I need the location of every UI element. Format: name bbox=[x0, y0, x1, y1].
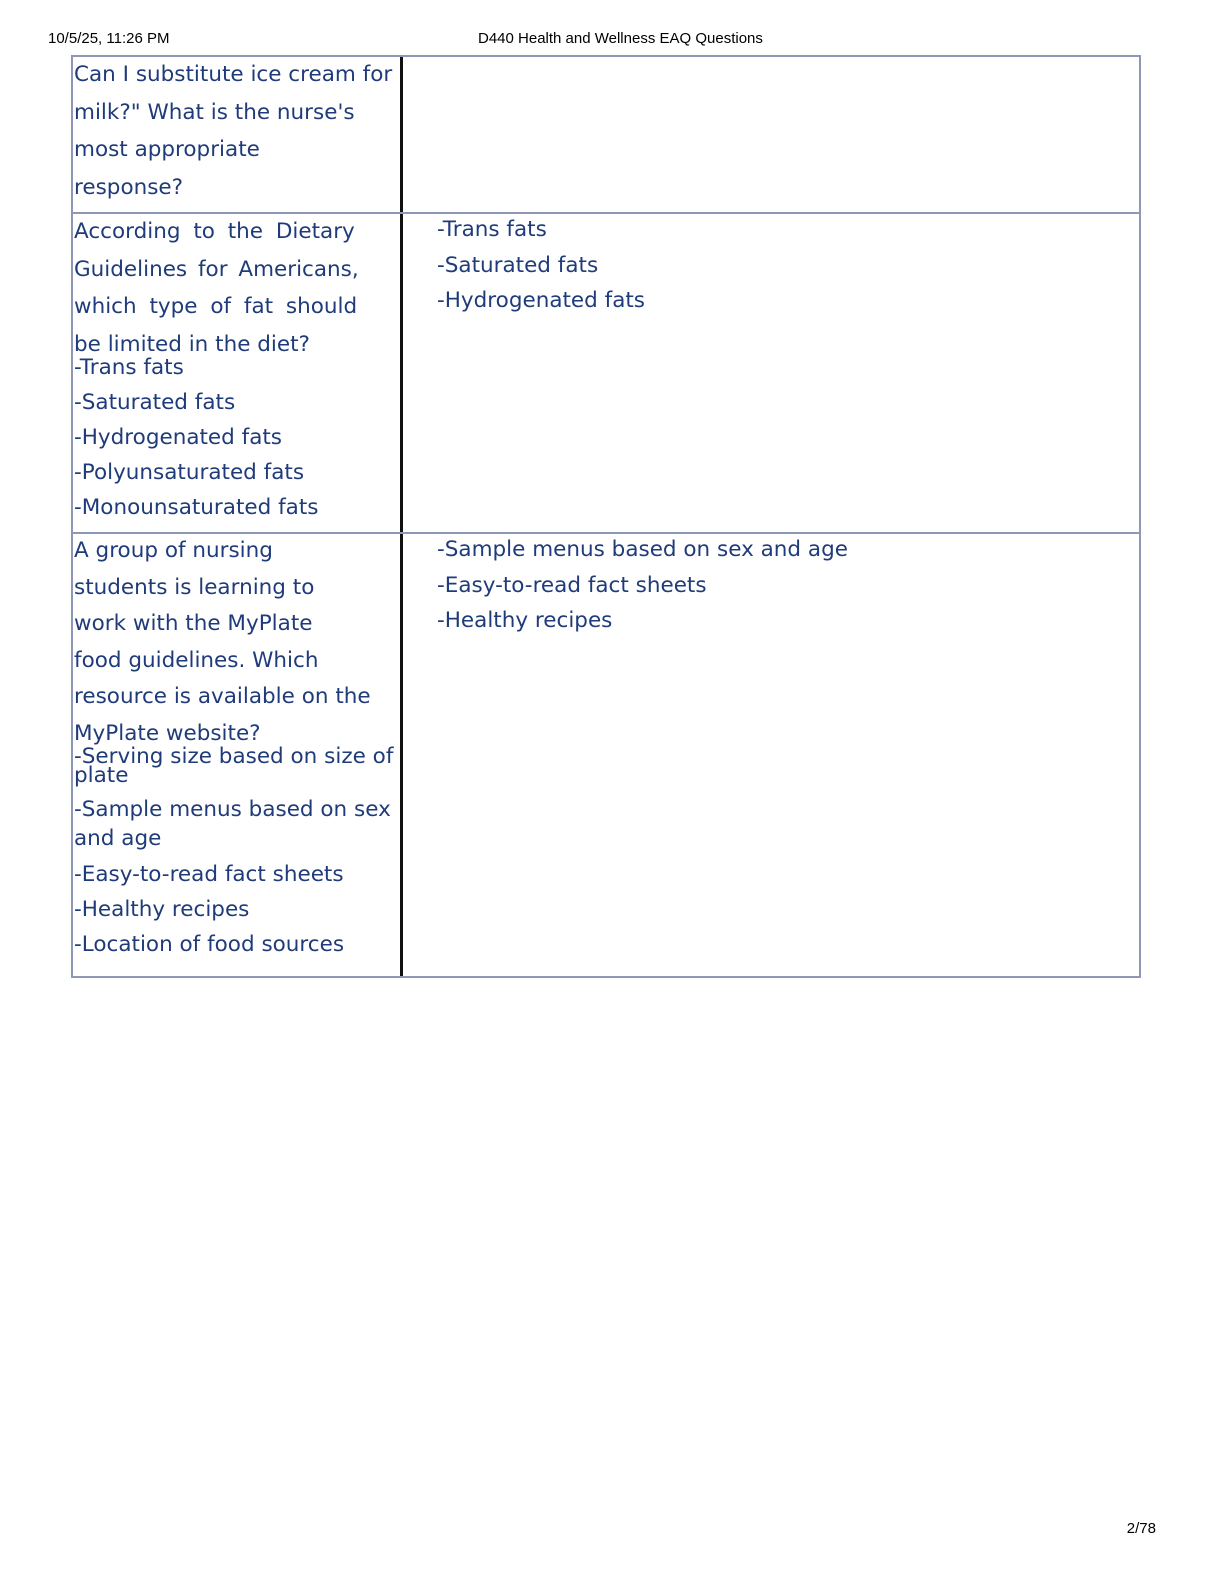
answer-item: -Trans fats bbox=[437, 217, 547, 242]
question-line: milk?" What is the nurse's bbox=[74, 99, 355, 125]
option-item: -Saturated fats bbox=[74, 390, 236, 415]
print-timestamp: 10/5/25, 11:26 PM bbox=[48, 30, 170, 47]
question-line: According to the Dietary bbox=[74, 219, 355, 244]
question-cell bbox=[73, 57, 403, 212]
question-line: which type of fat should bbox=[74, 294, 358, 319]
table-row bbox=[73, 57, 1139, 214]
answer-item: -Healthy recipes bbox=[437, 608, 613, 633]
question-cell bbox=[73, 214, 403, 532]
question-line: response? bbox=[74, 174, 184, 200]
option-item: -Polyunsaturated fats bbox=[74, 460, 305, 485]
answer-item: -Saturated fats bbox=[437, 252, 599, 278]
page-number: 2/78 bbox=[1126, 1520, 1156, 1537]
document-title: D440 Health and Wellness EAQ Questions bbox=[478, 30, 763, 47]
option-item: -Easy-to-read fact sheets bbox=[74, 862, 344, 887]
options-list bbox=[74, 356, 400, 520]
answer-cell bbox=[403, 57, 1139, 212]
question-line: food guidelines. Which bbox=[74, 647, 319, 673]
question-line: Guidelines for Americans, bbox=[74, 256, 359, 282]
option-item: -Trans fats bbox=[74, 355, 184, 380]
option-item: -Location of food sources bbox=[74, 932, 345, 957]
option-item: -Serving size based on size of plate bbox=[74, 744, 394, 788]
question-line: A group of nursing bbox=[74, 538, 273, 563]
option-item: -Monounsaturated fats bbox=[74, 495, 319, 520]
question-line: be limited in the diet? bbox=[74, 331, 310, 357]
options-list bbox=[74, 744, 400, 957]
qa-table bbox=[71, 55, 1141, 978]
question-line: Can I substitute ice cream for bbox=[74, 62, 393, 87]
table-row bbox=[73, 214, 1139, 534]
table-row bbox=[73, 534, 1139, 976]
answer-cell bbox=[403, 214, 1139, 532]
question-line: work with the MyPlate bbox=[74, 611, 313, 636]
answer-item: -Hydrogenated fats bbox=[437, 288, 646, 313]
question-line: most appropriate bbox=[74, 137, 260, 162]
option-item: -Sample menus based on sex and age bbox=[74, 797, 391, 851]
answer-item: -Sample menus based on sex and age bbox=[437, 537, 848, 562]
question-line: MyPlate website? bbox=[74, 720, 261, 746]
answer-cell bbox=[403, 534, 1139, 976]
question-cell bbox=[73, 534, 403, 976]
option-item: -Hydrogenated fats bbox=[74, 425, 283, 450]
answer-item: -Easy-to-read fact sheets bbox=[437, 572, 707, 598]
option-item: -Healthy recipes bbox=[74, 897, 250, 922]
question-line: resource is available on the bbox=[74, 684, 371, 709]
question-line: students is learning to bbox=[74, 574, 315, 600]
